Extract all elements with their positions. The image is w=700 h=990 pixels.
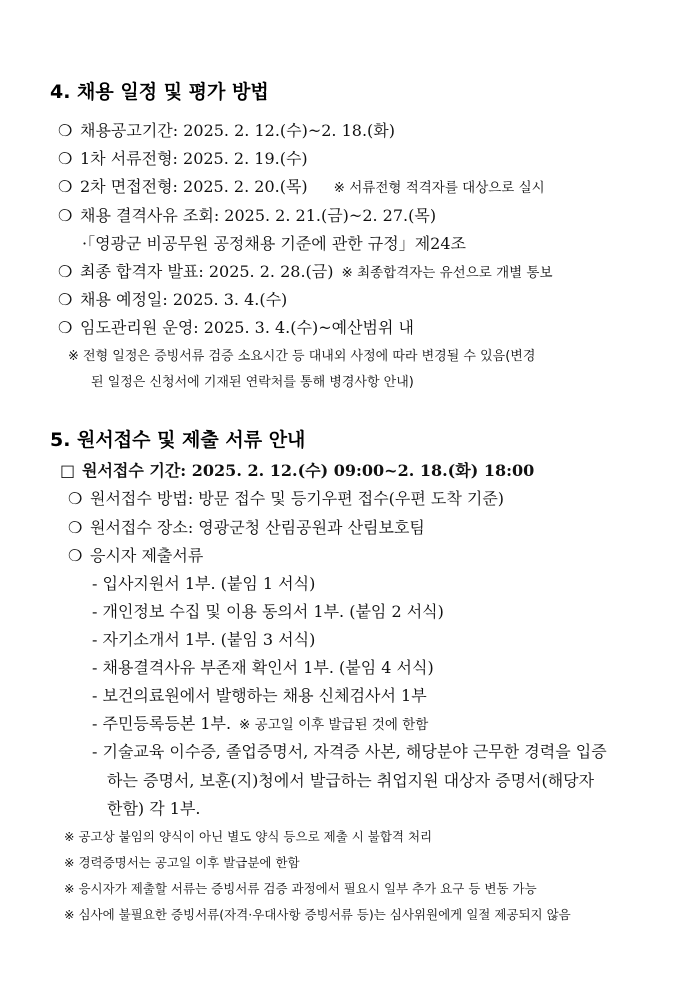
schedule-text: 1차 서류전형: 2025. 2. 19.(수) [80, 149, 308, 168]
schedule-text: 채용 결격사유 조회: 2025. 2. 21.(금)~2. 27.(목) [80, 206, 437, 225]
schedule-item [58, 149, 308, 169]
document-item: - 개인정보 수집 및 이용 동의서 1부. (붙임 2 서식) [92, 602, 444, 621]
submission-note: ※ 공고상 붙임의 양식이 아닌 별도 양식 등으로 제출 시 불합격 처리 [64, 829, 433, 844]
schedule-note: ※ 최종합격자는 유선으로 개별 통보 [341, 265, 553, 281]
document-note: ※ 공고일 이후 발급된 것에 한함 [239, 717, 429, 733]
section-5-title: 5. 원서접수 및 제출 서류 안내 [50, 429, 306, 451]
circle-bullet-icon: ❍ [68, 518, 83, 537]
document-item-multiline-2: 하는 증명서, 보훈(지)청에서 발급하는 취업지원 대상자 증명서(해당자 [107, 771, 595, 790]
application-item-text: 원서접수 장소: 영광군청 산림공원과 산림보호팀 [90, 518, 425, 537]
square-bullet-icon: □ [60, 461, 76, 480]
submission-note: ※ 응시자가 제출할 서류는 증빙서류 검증 과정에서 필요시 일부 추가 요구 등 변동 가능 [64, 881, 537, 896]
circle-bullet-icon: ❍ [58, 121, 73, 140]
circle-bullet-icon: ❍ [58, 262, 73, 281]
schedule-text: 임도관리원 운영: 2025. 3. 4.(수)~예산범위 내 [80, 318, 414, 337]
schedule-item [58, 121, 395, 141]
application-period [60, 461, 534, 481]
submission-note: ※ 경력증명서는 공고일 이후 발급분에 한함 [64, 855, 300, 870]
schedule-text: 채용 예정일: 2025. 3. 4.(수) [80, 290, 288, 309]
circle-bullet-icon: ❍ [58, 149, 73, 168]
section-4-title: 4. 채용 일정 및 평가 방법 [50, 81, 269, 103]
schedule-text: 최종 합격자 발표: 2025. 2. 28.(금) [80, 262, 334, 281]
schedule-item [58, 177, 545, 198]
document-item: - 입사지원서 1부. (붙임 1 서식) [92, 574, 316, 593]
submission-note: ※ 심사에 불필요한 증빙서류(자격·우대사항 증빙서류 등)는 심사위원에게 일절 제공되지 않음 [64, 907, 571, 922]
schedule-note: ※ 서류전형 적격자를 대상으로 실시 [333, 180, 545, 196]
document-item-multiline-1: - 기술교육 이수증, 졸업증명서, 자격증 사본, 해당분야 근무한 경력을 입증 [92, 742, 607, 761]
circle-bullet-icon: ❍ [58, 318, 73, 337]
document-text: - 주민등록등본 1부. [92, 714, 232, 733]
schedule-text: 채용공고기간: 2025. 2. 12.(수)~2. 18.(화) [80, 121, 395, 140]
schedule-text: 2차 면접전형: 2025. 2. 20.(목) [80, 177, 308, 196]
document-item-multiline-3: 한함) 각 1부. [107, 799, 201, 818]
regulation-reference: ·「영광군 비공무원 공정채용 기준에 관한 규정」제24조 [82, 234, 466, 253]
schedule-item [58, 290, 287, 310]
application-item-text: 응시자 제출서류 [90, 546, 204, 565]
schedule-item [58, 206, 436, 226]
circle-bullet-icon: ❍ [58, 290, 73, 309]
application-item [68, 518, 425, 538]
application-item-text: 원서접수 방법: 방문 접수 및 등기우편 접수(우편 도착 기준) [90, 489, 505, 508]
circle-bullet-icon: ❍ [68, 546, 83, 565]
circle-bullet-icon: ❍ [58, 177, 73, 196]
circle-bullet-icon: ❍ [58, 206, 73, 225]
schedule-remark-line-2: 된 일정은 신청서에 기재된 연락처를 통해 병경사항 안내) [91, 375, 414, 390]
document-item: - 자기소개서 1부. (붙임 3 서식) [92, 630, 316, 649]
schedule-item [58, 262, 553, 283]
document-item: - 보건의료원에서 발행하는 채용 신체검사서 1부 [92, 686, 427, 705]
application-item [68, 546, 203, 566]
schedule-remark-line-1: ※ 전형 일정은 증빙서류 검증 소요시간 등 대내외 사정에 따라 변경될 수 있음(변경 [68, 349, 536, 364]
application-period-text: 원서접수 기간: 2025. 2. 12.(수) 09:00~2. 18.(화) 18:00 [82, 461, 535, 480]
document-item: - 채용결격사유 부존재 확인서 1부. (붙임 4 서식) [92, 658, 434, 677]
schedule-item [58, 318, 414, 338]
document-item [92, 714, 428, 735]
circle-bullet-icon: ❍ [68, 489, 83, 508]
application-item [68, 489, 504, 509]
